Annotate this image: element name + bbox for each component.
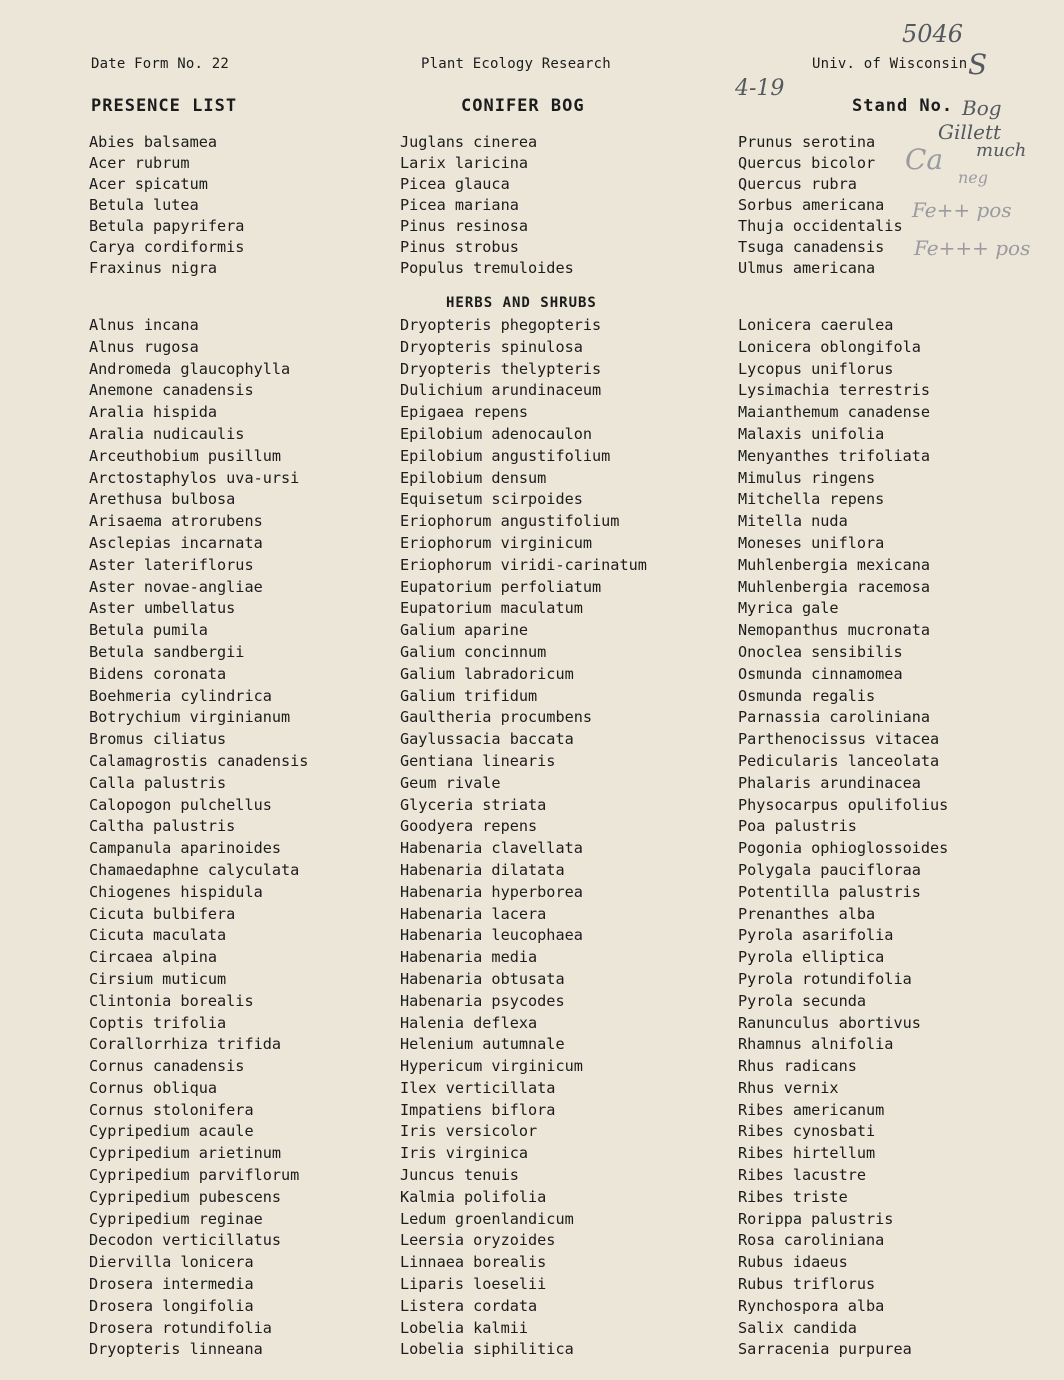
list-item: Habenaria media bbox=[400, 948, 538, 967]
list-item: Epilobium densum bbox=[400, 468, 547, 487]
list-item: Salix candida bbox=[738, 1318, 857, 1337]
list-item: Habenaria dilatata bbox=[400, 860, 565, 879]
list-item: Bidens coronata bbox=[89, 664, 227, 683]
list-item: Osmunda cinnamomea bbox=[738, 664, 903, 683]
list-item: Malaxis unifolia bbox=[738, 424, 885, 443]
handwritten-note: Gillett bbox=[938, 120, 1002, 144]
list-item: Cornus obliqua bbox=[89, 1078, 218, 1097]
handwritten-date: 4-19 bbox=[735, 76, 785, 101]
list-item: Gentiana linearis bbox=[400, 751, 556, 770]
list-item: Ledum groenlandicum bbox=[400, 1209, 574, 1228]
list-item: Betula papyrifera bbox=[89, 217, 245, 235]
list-item: Populus tremuloides bbox=[400, 259, 574, 277]
list-item: Decodon verticillatus bbox=[89, 1231, 282, 1250]
list-item: Nemopanthus mucronata bbox=[738, 621, 931, 640]
list-item: Rorippa palustris bbox=[738, 1209, 894, 1228]
handwritten-note: much bbox=[976, 140, 1027, 161]
handwritten-note: Ca bbox=[905, 143, 944, 176]
list-item: Habenaria hyperborea bbox=[400, 882, 583, 901]
list-item: Eriophorum angustifolium bbox=[400, 512, 620, 531]
list-item: Galium labradoricum bbox=[400, 664, 574, 683]
list-item: Acer spicatum bbox=[89, 175, 208, 193]
list-item: Galium concinnum bbox=[400, 642, 547, 661]
list-item: Arisaema atrorubens bbox=[89, 512, 263, 531]
list-item: Corallorrhiza trifida bbox=[89, 1035, 282, 1054]
list-item: Sarracenia purpurea bbox=[738, 1340, 912, 1359]
list-item: Impatiens biflora bbox=[400, 1100, 556, 1119]
list-item: Geum rivale bbox=[400, 773, 501, 792]
list-item: Aster lateriflorus bbox=[89, 555, 254, 574]
herb-list-col-2 bbox=[400, 315, 647, 1361]
list-item: Habenaria leucophaea bbox=[400, 926, 583, 945]
list-item: Arceuthobium pusillum bbox=[89, 446, 282, 465]
list-item: Parthenocissus vitacea bbox=[738, 730, 940, 749]
list-item: Cicuta maculata bbox=[89, 926, 227, 945]
list-item: Ulmus americana bbox=[738, 259, 876, 277]
list-item: Polygala paucifloraa bbox=[738, 860, 921, 879]
list-item: Andromeda glaucophylla bbox=[89, 359, 291, 378]
list-item: Aralia hispida bbox=[89, 403, 218, 422]
list-item: Cypripedium parviflorum bbox=[89, 1166, 300, 1185]
list-item: Dryopteris spinulosa bbox=[400, 337, 583, 356]
list-item: Rhus vernix bbox=[738, 1078, 839, 1097]
list-item: Mimulus ringens bbox=[738, 468, 876, 487]
list-item: Arethusa bulbosa bbox=[89, 490, 236, 509]
list-item: Acer rubrum bbox=[89, 154, 190, 172]
tree-list-col-3 bbox=[738, 132, 903, 279]
list-item: Campanula aparinoides bbox=[89, 839, 282, 858]
herbs-heading: HERBS AND SHRUBS bbox=[446, 295, 597, 311]
list-item: Pyrola asarifolia bbox=[738, 926, 894, 945]
list-item: Cypripedium arietinum bbox=[89, 1144, 282, 1163]
list-item: Ribes hirtellum bbox=[738, 1144, 876, 1163]
list-item: Muhlenbergia racemosa bbox=[738, 577, 931, 596]
list-item: Habenaria clavellata bbox=[400, 839, 583, 858]
list-item: Prunus serotina bbox=[738, 133, 876, 151]
list-item: Drosera rotundifolia bbox=[89, 1318, 272, 1337]
list-item: Pyrola secunda bbox=[738, 991, 867, 1010]
list-item: Habenaria lacera bbox=[400, 904, 547, 923]
list-item: Epilobium adenocaulon bbox=[400, 424, 593, 443]
list-item: Pinus resinosa bbox=[400, 217, 529, 235]
list-item: Habenaria obtusata bbox=[400, 969, 565, 988]
herb-list-col-3 bbox=[738, 315, 948, 1361]
list-item: Pedicularis lanceolata bbox=[738, 751, 940, 770]
herb-list-col-1 bbox=[89, 315, 308, 1361]
list-item: Dryopteris linneana bbox=[89, 1340, 263, 1359]
list-item: Menyanthes trifoliata bbox=[738, 446, 931, 465]
list-item: Myrica gale bbox=[738, 599, 839, 618]
list-item: Drosera intermedia bbox=[89, 1275, 254, 1294]
list-item: Eupatorium perfoliatum bbox=[400, 577, 602, 596]
list-item: Potentilla palustris bbox=[738, 882, 921, 901]
list-item: Pyrola rotundifolia bbox=[738, 969, 912, 988]
list-item: Rhamnus alnifolia bbox=[738, 1035, 894, 1054]
list-item: Mitchella repens bbox=[738, 490, 885, 509]
list-item: Picea glauca bbox=[400, 175, 510, 193]
list-item: Abies balsamea bbox=[89, 133, 218, 151]
list-item: Rubus triflorus bbox=[738, 1275, 876, 1294]
list-item: Rubus idaeus bbox=[738, 1253, 848, 1272]
list-item: Rynchospora alba bbox=[738, 1296, 885, 1315]
list-item: Prenanthes alba bbox=[738, 904, 876, 923]
list-item: Phalaris arundinacea bbox=[738, 773, 921, 792]
list-item: Ribes cynosbati bbox=[738, 1122, 876, 1141]
list-item: Circaea alpina bbox=[89, 948, 218, 967]
handwritten-number: 5046 bbox=[902, 20, 964, 48]
list-item: Sorbus americana bbox=[738, 196, 885, 214]
list-item: Thuja occidentalis bbox=[738, 217, 903, 235]
list-item: Iris virginica bbox=[400, 1144, 529, 1163]
community-title: CONIFER BOG bbox=[461, 96, 585, 116]
handwritten-note: neg bbox=[958, 168, 989, 187]
list-item: Caltha palustris bbox=[89, 817, 236, 836]
handwritten-stand-letter: S bbox=[968, 48, 988, 81]
list-item: Betula sandbergii bbox=[89, 642, 245, 661]
list-item: Cicuta bulbifera bbox=[89, 904, 236, 923]
list-item: Alnus incana bbox=[89, 316, 199, 334]
list-item: Quercus rubra bbox=[738, 175, 857, 193]
list-item: Aralia nudicaulis bbox=[89, 424, 245, 443]
list-item: Calopogon pulchellus bbox=[89, 795, 272, 814]
list-item: Quercus bicolor bbox=[738, 154, 876, 172]
list-item: Linnaea borealis bbox=[400, 1253, 547, 1272]
list-item: Helenium autumnale bbox=[400, 1035, 565, 1054]
list-item: Drosera longifolia bbox=[89, 1296, 254, 1315]
list-item: Lonicera oblongifola bbox=[738, 337, 921, 356]
list-item: Cypripedium reginae bbox=[89, 1209, 263, 1228]
list-item: Asclepias incarnata bbox=[89, 533, 263, 552]
list-item: Cirsium muticum bbox=[89, 969, 227, 988]
list-item: Leersia oryzoides bbox=[400, 1231, 556, 1250]
university: Univ. of Wisconsin bbox=[812, 56, 968, 72]
list-item: Fraxinus nigra bbox=[89, 259, 218, 277]
list-item: Chamaedaphne calyculata bbox=[89, 860, 300, 879]
list-item: Coptis trifolia bbox=[89, 1013, 227, 1032]
list-item: Lycopus uniflorus bbox=[738, 359, 894, 378]
list-item: Cypripedium pubescens bbox=[89, 1187, 282, 1206]
list-item: Lobelia kalmii bbox=[400, 1318, 529, 1337]
list-item: Poa palustris bbox=[738, 817, 857, 836]
handwritten-note: Fe+++ pos bbox=[914, 236, 1031, 260]
list-item: Kalmia polifolia bbox=[400, 1187, 547, 1206]
list-item: Osmunda regalis bbox=[738, 686, 876, 705]
list-item: Physocarpus opulifolius bbox=[738, 795, 949, 814]
list-item: Juncus tenuis bbox=[400, 1166, 519, 1185]
list-item: Epigaea repens bbox=[400, 403, 529, 422]
list-item: Eriophorum virginicum bbox=[400, 533, 593, 552]
list-item: Muhlenbergia mexicana bbox=[738, 555, 931, 574]
list-item: Habenaria psycodes bbox=[400, 991, 565, 1010]
list-item: Chiogenes hispidula bbox=[89, 882, 263, 901]
list-item: Ilex verticillata bbox=[400, 1078, 556, 1097]
list-item: Lobelia siphilitica bbox=[400, 1340, 574, 1359]
list-item: Diervilla lonicera bbox=[89, 1253, 254, 1272]
presence-list-title: PRESENCE LIST bbox=[91, 96, 238, 116]
list-item: Ribes lacustre bbox=[738, 1166, 867, 1185]
list-item: Botrychium virginianum bbox=[89, 708, 291, 727]
list-item: Listera cordata bbox=[400, 1296, 538, 1315]
list-item: Eupatorium maculatum bbox=[400, 599, 583, 618]
list-item: Cornus canadensis bbox=[89, 1057, 245, 1076]
list-item: Rhus radicans bbox=[738, 1057, 857, 1076]
list-item: Picea mariana bbox=[400, 196, 519, 214]
list-item: Glyceria striata bbox=[400, 795, 547, 814]
list-item: Gaultheria procumbens bbox=[400, 708, 593, 727]
list-item: Anemone canadensis bbox=[89, 381, 254, 400]
list-item: Epilobium angustifolium bbox=[400, 446, 611, 465]
handwritten-note: Bog bbox=[962, 96, 1002, 120]
handwritten-note: Fe++ pos bbox=[912, 198, 1012, 222]
list-item: Lonicera caerulea bbox=[738, 316, 894, 334]
organization: Plant Ecology Research bbox=[421, 56, 611, 72]
list-item: Equisetum scirpoides bbox=[400, 490, 583, 509]
list-item: Parnassia caroliniana bbox=[738, 708, 931, 727]
list-item: Eriophorum viridi-carinatum bbox=[400, 555, 647, 574]
list-item: Moneses uniflora bbox=[738, 533, 885, 552]
list-item: Hypericum virginicum bbox=[400, 1057, 583, 1076]
list-item: Larix laricina bbox=[400, 154, 529, 172]
list-item: Clintonia borealis bbox=[89, 991, 254, 1010]
list-item: Pogonia ophioglossoides bbox=[738, 839, 949, 858]
list-item: Ribes americanum bbox=[738, 1100, 885, 1119]
list-item: Goodyera repens bbox=[400, 817, 538, 836]
form-number: Date Form No. 22 bbox=[91, 56, 230, 72]
list-item: Calamagrostis canadensis bbox=[89, 751, 309, 770]
tree-list-col-2 bbox=[400, 132, 574, 279]
list-item: Aster umbellatus bbox=[89, 599, 236, 618]
list-item: Galium trifidum bbox=[400, 686, 538, 705]
list-item: Pinus strobus bbox=[400, 238, 519, 256]
list-item: Galium aparine bbox=[400, 621, 529, 640]
list-item: Pyrola elliptica bbox=[738, 948, 885, 967]
stand-number-label: Stand No. bbox=[852, 96, 954, 116]
list-item: Iris versicolor bbox=[400, 1122, 538, 1141]
list-item: Mitella nuda bbox=[738, 512, 848, 531]
list-item: Betula lutea bbox=[89, 196, 199, 214]
list-item: Dryopteris thelypteris bbox=[400, 359, 602, 378]
list-item: Maianthemum canadense bbox=[738, 403, 931, 422]
list-item: Liparis loeselii bbox=[400, 1275, 547, 1294]
list-item: Gaylussacia baccata bbox=[400, 730, 574, 749]
list-item: Juglans cinerea bbox=[400, 133, 538, 151]
list-item: Halenia deflexa bbox=[400, 1013, 538, 1032]
list-item: Betula pumila bbox=[89, 621, 208, 640]
tree-list-col-1 bbox=[89, 132, 244, 279]
list-item: Tsuga canadensis bbox=[738, 238, 885, 256]
list-item: Cypripedium acaule bbox=[89, 1122, 254, 1141]
list-item: Alnus rugosa bbox=[89, 337, 199, 356]
list-item: Cornus stolonifera bbox=[89, 1100, 254, 1119]
list-item: Onoclea sensibilis bbox=[738, 642, 903, 661]
list-item: Rosa caroliniana bbox=[738, 1231, 885, 1250]
list-item: Aster novae-angliae bbox=[89, 577, 263, 596]
list-item: Carya cordiformis bbox=[89, 238, 245, 256]
list-item: Dulichium arundinaceum bbox=[400, 381, 602, 400]
list-item: Bromus ciliatus bbox=[89, 730, 227, 749]
list-item: Ranunculus abortivus bbox=[738, 1013, 921, 1032]
list-item: Boehmeria cylindrica bbox=[89, 686, 272, 705]
list-item: Arctostaphylos uva-ursi bbox=[89, 468, 300, 487]
list-item: Lysimachia terrestris bbox=[738, 381, 931, 400]
list-item: Dryopteris phegopteris bbox=[400, 316, 602, 334]
list-item: Calla palustris bbox=[89, 773, 227, 792]
list-item: Ribes triste bbox=[738, 1187, 848, 1206]
